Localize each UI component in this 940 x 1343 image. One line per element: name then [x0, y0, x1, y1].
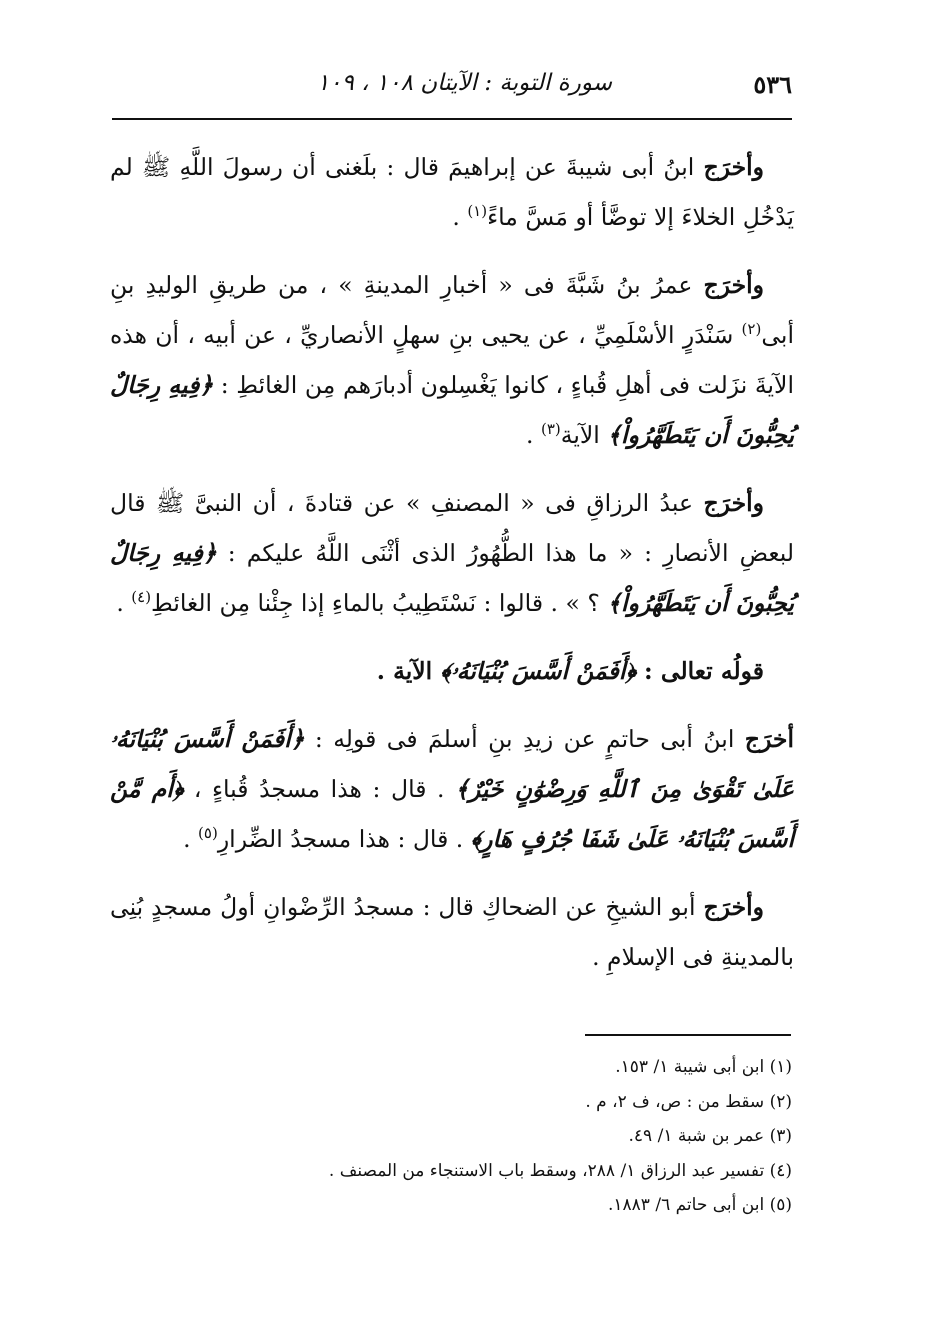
paragraph-lead: وأخرَج [703, 153, 764, 181]
quran-verse: ﴿فِيهِ رِجَالٌ يُحِبُّونَ أَن يَتَطَهَّرُواْ﴾ [110, 539, 794, 617]
footnote-3: (٣) عمر بن شبة ١/ ٤٩. [628, 1126, 792, 1146]
footnote-marker-2[interactable]: (٢) [741, 320, 762, 339]
paragraph-5 [110, 882, 794, 982]
running-title: سورة التوبة : الآيتان ١٠٨ ، ١٠٩ [316, 70, 612, 96]
paragraph-3 [110, 478, 794, 628]
footnote-2: (٢) سقط من : ص، ف ٢، م . [585, 1091, 792, 1112]
heading-lead: قولُه تعالى : [635, 657, 764, 685]
paragraph-text: عبدُ الرزاقِ فى « المصنفِ » عن قتادةَ ، أن النبىَّ ﷺ قال لبعضِ الأنصارِ : « ما هذا الطُّهُورُ الذى أثْنَى اللَّهُ عليكم : [110, 489, 794, 567]
quran-verse: ﴿أَم مَّنْ أَسَّسَ بُنْيَانَهُۥ عَلَىٰ شَفَا جُرُفٍ هَارٍ﴾ [110, 775, 794, 853]
paragraph-end: . [116, 589, 132, 617]
paragraph-lead: أخرَج [744, 725, 794, 753]
paragraph-text: عمرُ بنُ شَبَّةَ فى « أخبارِ المدينةِ » ، من طريقِ الوليدِ بنِ أبى [110, 271, 794, 349]
page-number: ٥٣٦ [753, 70, 792, 99]
paragraph-lead: وأخرَج [703, 893, 764, 921]
paragraph-text: ابنُ أبى حاتمٍ عن زيدِ بنِ أسلمَ فى قولِه : [304, 725, 745, 753]
paragraph-text: سَنْدَرٍ الأسْلَمِيِّ ، عن يحيى بنِ سهلٍ الأنصاريِّ ، عن أبيه ، أن هذه الآيةَ نزَلت فى أهلِ قُباءٍ ، كانوا يَغْسِلون أدبارَهم مِن الغائطِ : [110, 321, 794, 399]
paragraph-end: . [526, 421, 541, 449]
footnote-marker-4[interactable]: (٤) [131, 588, 152, 607]
quran-verse: ﴿أَفَمَنْ أَسَّسَ بُنْيَانَهُۥ عَلَىٰ تَقْوَىٰ مِنَ ٱللَّهِ وَرِضْوَٰنٍ خَيْرٌ﴾ [110, 725, 794, 803]
quran-verse: ﴿فِيهِ رِجَالٌ يُحِبُّونَ أَن يَتَطَهَّرُواْ﴾ [110, 371, 794, 449]
footnote-marker-1[interactable]: (١) [467, 202, 488, 221]
quran-verse: ﴿أَفَمَنْ أَسَّسَ بُنْيَانَهُۥ﴾ [440, 657, 636, 685]
page-header [112, 62, 792, 112]
paragraph-text: أبو الشيخِ عن الضحاكِ قال : مسجدُ الرِّضْوانِ أولُ مسجدٍ بُنِى بالمدينةِ فى الإسلامِ . [110, 893, 794, 971]
footnote-rule [585, 1034, 791, 1036]
paragraph-2 [110, 260, 794, 460]
paragraph-text: . قال : هذا مسجدُ قُباءٍ ، [183, 775, 456, 803]
paragraph-text: . قال : هذا مسجدُ الضِّرارِ [217, 825, 471, 853]
paragraph-4 [110, 714, 794, 864]
section-heading [110, 646, 794, 696]
heading-tail: الآية . [376, 657, 441, 685]
footnotes [110, 1050, 792, 1223]
footnote-1: (١) ابن أبى شيبة ١/ ١٥٣. [615, 1057, 792, 1077]
paragraph-text: ابنُ أبى شيبةَ عن إبراهيمَ قال : بلَغنى أن رسولَ اللَّهِ ﷺ لم يَدْخُلِ الخلاءَ إلا توضَّأ أو مَسَّ ماءً [110, 153, 794, 231]
footnote-5: (٥) ابن أبى حاتم ٦/ ١٨٨٣. [607, 1195, 792, 1215]
paragraph-end: . [183, 825, 199, 853]
paragraph-text: الآية [560, 421, 608, 449]
paragraph-text: ؟ » . قالوا : نَسْتَطِيبُ بالماءِ إذا جِئْنا مِن الغائطِ [151, 589, 608, 617]
paragraph-lead: وأخرَج [703, 271, 764, 299]
paragraph-lead: وأخرَج [703, 489, 764, 517]
footnote-4: (٤) تفسير عبد الرزاق ١/ ٢٨٨، وسقط باب الاستنجاء من المصنف . [328, 1160, 792, 1181]
footnote-marker-5[interactable]: (٥) [198, 824, 218, 843]
main-text [110, 142, 794, 1000]
footnote-marker-3[interactable]: (٣) [540, 420, 561, 439]
paragraph-1 [110, 142, 794, 242]
header-rule [112, 118, 792, 120]
paragraph-end: . [452, 203, 468, 231]
